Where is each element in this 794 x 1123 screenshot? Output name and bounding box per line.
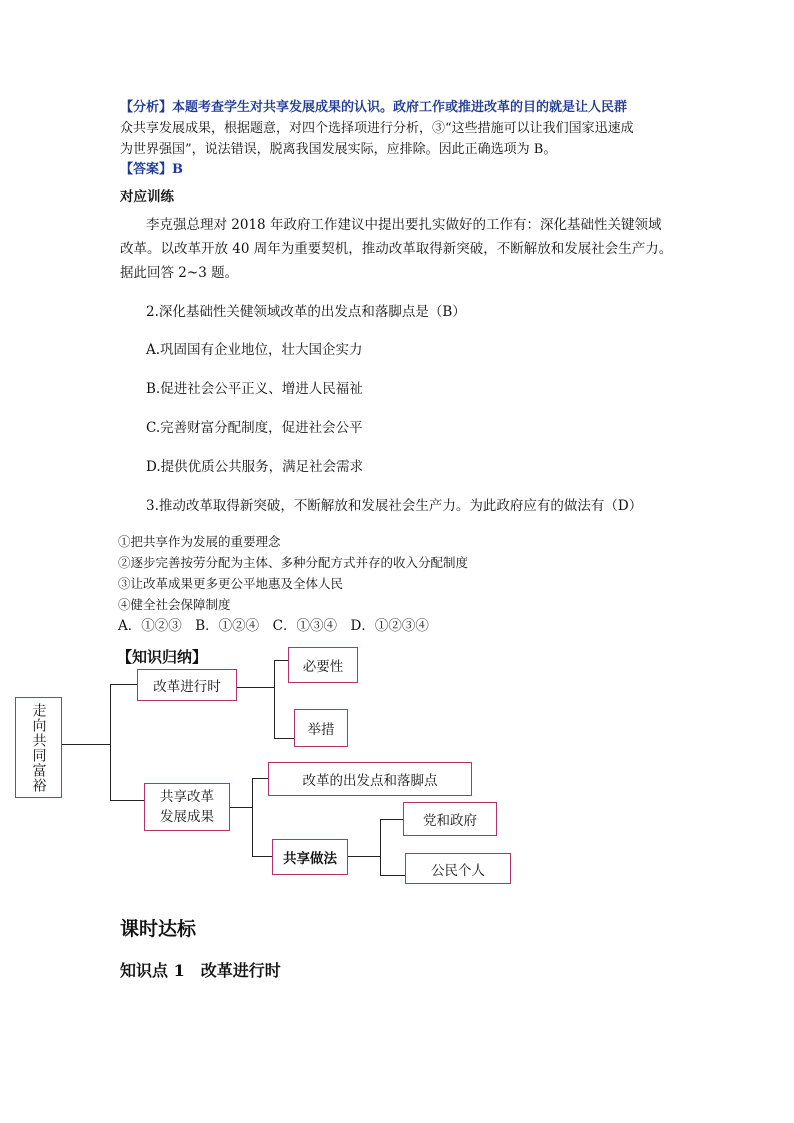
section-title: 课时达标 — [120, 918, 197, 940]
question2-option-a: A.巩固国有企业地位，壮大国企实力 — [146, 342, 363, 358]
connector — [274, 660, 275, 738]
mindmap-sharing-practice-label: 共享做法 — [283, 851, 337, 867]
passage-line-1: 李克强总理对 2018 年政府工作建议中提出要扎实做好的工作有：深化基础性关键领域 — [146, 217, 662, 233]
answer-value: B — [172, 162, 184, 177]
mindmap-branch-share — [144, 783, 230, 831]
mindmap-root-label: 走向共同富裕 — [30, 702, 47, 793]
mindmap-branch-share-line2: 发展成果 — [160, 809, 214, 825]
mindmap-starting-point-label: 改革的出发点和落脚点 — [302, 773, 438, 789]
passage-line-3: 据此回答 2~3 题。 — [120, 265, 239, 281]
mindmap-necessity-label: 必要性 — [302, 659, 344, 675]
connector — [380, 819, 403, 820]
connector — [110, 684, 137, 685]
connector — [252, 856, 272, 857]
question3-item-1: ①把共享作为发展的重要理念 — [118, 534, 281, 549]
mindmap-branch-reform — [137, 669, 237, 701]
answer-label: 【答案】 — [120, 162, 173, 177]
mindmap-branch-reform-label: 改革进行时 — [153, 679, 221, 695]
mindmap-root — [15, 697, 62, 798]
connector — [110, 684, 111, 800]
question3-choices: A．①②③ B．①②④ C．①③④ D．①②③④ — [118, 618, 429, 634]
connector — [380, 875, 405, 876]
mindmap-branch-share-line1: 共享改革 — [160, 789, 214, 805]
knowledge-point-title: 知识点 1 改革进行时 — [120, 961, 281, 980]
question3-item-3: ③让改革成果更多更公平地惠及全体人民 — [118, 576, 344, 591]
question2-option-b: B.促进社会公平正义、增进人民福祉 — [146, 381, 363, 397]
connector — [110, 800, 144, 801]
analysis-text-1: 本题考查学生对共享发展成果的认识。政府工作或推进改革的目的就是让人民群 — [172, 100, 628, 115]
connector — [274, 738, 294, 739]
mindmap-necessity — [288, 647, 358, 683]
mindmap-citizens — [405, 853, 511, 884]
analysis-label: 【分析】 — [120, 100, 173, 115]
mindmap-party-government-label: 党和政府 — [423, 813, 477, 829]
knowledge-title: 【知识归纳】 — [117, 648, 208, 666]
connector — [348, 856, 380, 857]
mindmap-starting-point — [268, 762, 472, 796]
analysis-line-2: 众共享发展成果，根据题意，对四个选择项进行分析，③“这些措施可以让我们国家迅速成 — [120, 121, 634, 136]
analysis-line-1 — [120, 98, 627, 118]
question3-stem: 3.推动改革取得新突破，不断解放和发展社会生产力。为此政府应有的做法有（D） — [146, 498, 643, 514]
question3-item-4: ④健全社会保障制度 — [118, 597, 231, 612]
question2-option-c: C.完善财富分配制度，促进社会公平 — [146, 420, 363, 436]
connector — [230, 807, 252, 808]
question2-option-d: D.提供优质公共服务，满足社会需求 — [146, 459, 364, 475]
mindmap-citizens-label: 公民个人 — [431, 862, 485, 879]
mindmap-sharing-practice — [272, 839, 348, 875]
connector — [237, 687, 274, 688]
question3-item-2: ②逐步完善按劳分配为主体、多种分配方式并存的收入分配制度 — [118, 555, 469, 570]
mindmap-measures-label: 举措 — [307, 722, 335, 738]
question2-stem: 2.深化基础性关健领域改革的出发点和落脚点是（B） — [146, 304, 466, 320]
connector — [380, 819, 381, 875]
practice-title: 对应训练 — [120, 189, 174, 205]
connector — [252, 778, 268, 779]
connector — [252, 778, 253, 856]
mindmap-measures — [294, 709, 348, 747]
passage-line-2: 改革。以改革开放 40 周年为重要契机，推动改革取得新突破，不断解放和发展社会生产力。 — [120, 241, 673, 257]
mindmap-party-government — [403, 802, 497, 836]
connector — [274, 660, 288, 661]
analysis-line-3: 为世界强国”，说法错误，脱离我国发展实际，应排除。因此正确选项为 B。 — [120, 142, 557, 157]
answer-line — [120, 160, 183, 180]
connector — [62, 744, 110, 745]
